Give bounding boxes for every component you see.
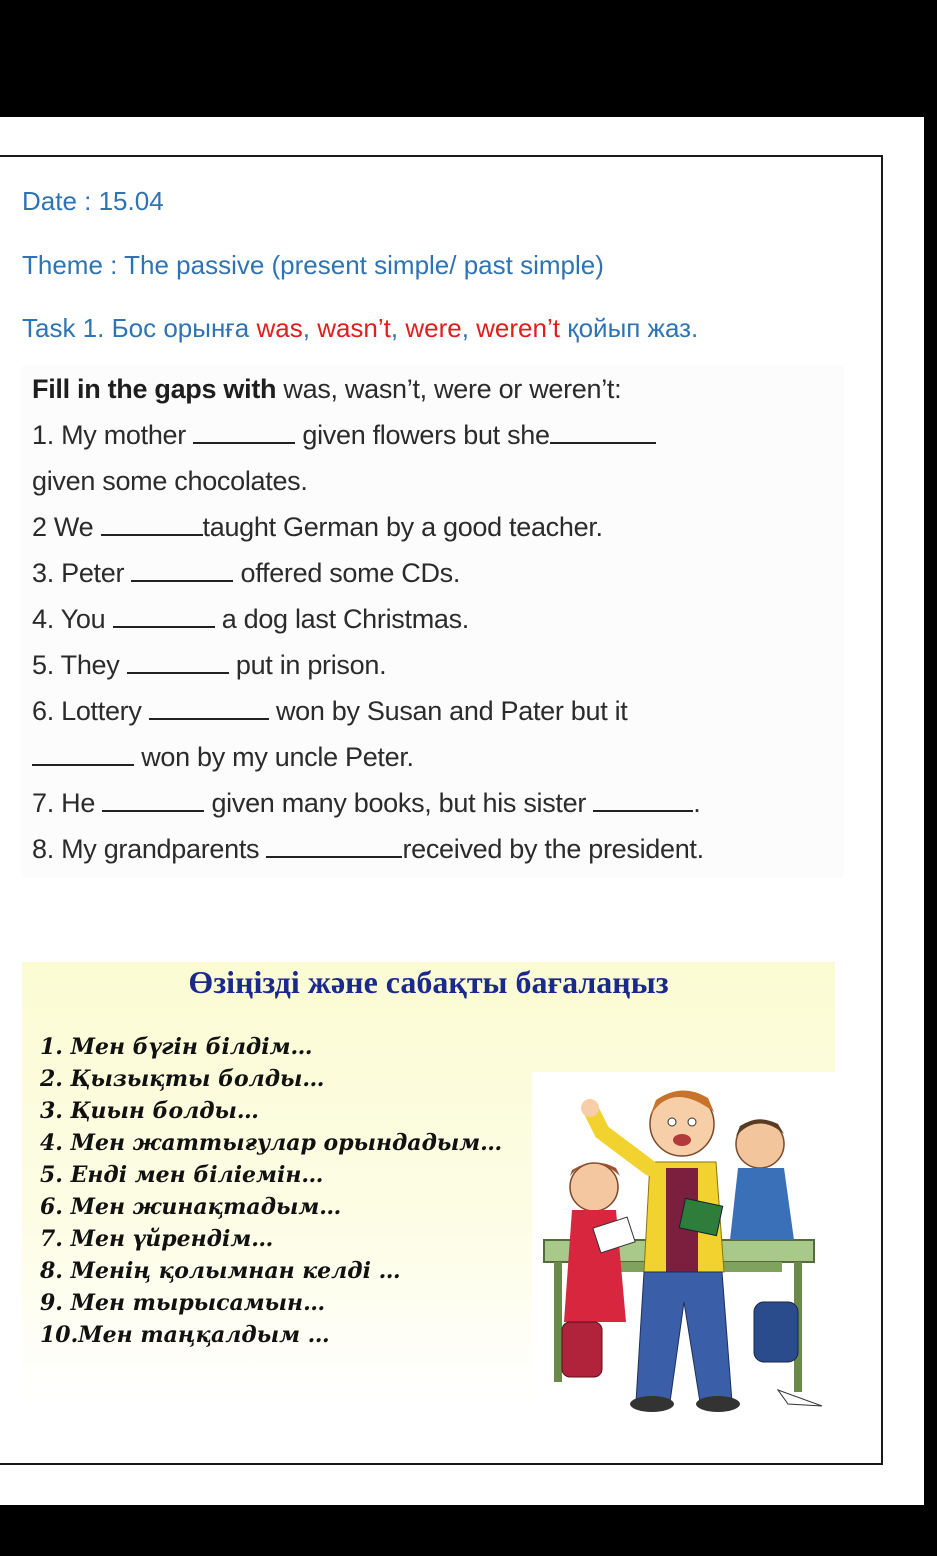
answer-gap xyxy=(266,836,402,858)
exercise-box xyxy=(22,366,844,878)
answer-gap xyxy=(550,422,656,444)
sentence-3 xyxy=(32,558,460,589)
task-comma: , xyxy=(461,313,477,343)
bag xyxy=(562,1322,602,1377)
sentence-text: 8. My grandparents xyxy=(32,834,267,864)
instruction-rest: was, wasn’t, were or weren’t: xyxy=(276,374,622,404)
boy-shoe xyxy=(696,1396,740,1412)
boy-raised-arm xyxy=(592,1112,650,1168)
sentence-text: won by Susan and Pater but it xyxy=(268,696,628,726)
assessment-item: 4. Мен жаттығулар орындадым… xyxy=(40,1130,503,1156)
sentence-text: received by the president. xyxy=(402,834,704,864)
assessment-item: 6. Мен жинақтадым… xyxy=(40,1194,342,1220)
instruction-bold: Fill in the gaps with xyxy=(32,374,277,404)
assessment-item: 1. Мен бүгін білдім… xyxy=(40,1034,313,1060)
task-comma: , xyxy=(390,313,406,343)
boy-shoe xyxy=(630,1396,674,1412)
assessment-item: 2. Қызықты болды… xyxy=(40,1066,325,1092)
assessment-item: 8. Менің қолымнан келді … xyxy=(40,1258,401,1284)
sentence-text: 7. He xyxy=(32,788,103,818)
sentence-6-cont xyxy=(32,742,414,773)
answer-gap xyxy=(102,790,204,812)
assessment-item: 10.Мен таңқалдым … xyxy=(40,1322,330,1348)
assessment-item: 5. Енді мен біліемін… xyxy=(40,1162,324,1188)
boy-jeans xyxy=(636,1272,732,1402)
task-prefix: Task 1. Бос орынға xyxy=(22,313,257,343)
answer-gap xyxy=(131,560,233,582)
sentence-text: 1. My mother xyxy=(32,420,194,450)
answer-gap xyxy=(127,652,229,674)
girl-head xyxy=(570,1163,618,1211)
answer-gap xyxy=(101,514,203,536)
sentence-8 xyxy=(32,834,704,865)
assessment-title: Өзіңізді және сабақты бағалаңыз xyxy=(188,964,669,1000)
theme-line: Theme : The passive (present simple/ past simple) xyxy=(22,250,604,280)
task-line xyxy=(22,313,698,344)
sentence-text: won by my uncle Peter. xyxy=(134,742,414,772)
paper-plane xyxy=(778,1390,822,1406)
backpack xyxy=(754,1302,798,1362)
exercise-instruction xyxy=(32,374,621,405)
sentence-text: offered some CDs. xyxy=(233,558,461,588)
sentence-1-cont: given some chocolates. xyxy=(32,466,308,496)
sentence-text: 3. Peter xyxy=(32,558,132,588)
sentence-text: taught German by a good teacher. xyxy=(202,512,603,542)
answer-gap xyxy=(149,698,269,720)
sentence-text: put in prison. xyxy=(228,650,387,680)
assessment-item: 7. Мен үйрендім… xyxy=(40,1226,274,1252)
task-suffix: қойып жаз. xyxy=(559,313,699,343)
sentence-4 xyxy=(32,604,469,635)
sentence-text: 2 We xyxy=(32,512,101,542)
task-word-werent: weren’t xyxy=(476,313,560,343)
cartoon-kids-image xyxy=(532,1072,835,1417)
boy-eye xyxy=(688,1118,696,1126)
sentence-text: 4. You xyxy=(32,604,113,634)
sentence-text: 6. Lottery xyxy=(32,696,149,726)
sentence-5 xyxy=(32,650,386,681)
task-word-were: were xyxy=(405,313,462,343)
sentence-2 xyxy=(32,512,603,543)
task-word-wasnt: wasn’t xyxy=(317,313,391,343)
answer-gap xyxy=(593,790,693,812)
sentence-text: . xyxy=(693,788,701,818)
sentence-text: given flowers but she xyxy=(295,420,550,450)
sentence-text: given many books, but his sister xyxy=(204,788,594,818)
date-line: Date : 15.04 xyxy=(22,186,164,216)
assessment-item: 3. Қиын болды… xyxy=(40,1098,259,1124)
sentence-6 xyxy=(32,696,628,727)
desk-leg xyxy=(554,1262,562,1382)
answer-gap xyxy=(113,606,215,628)
sentence-text: 5. They xyxy=(32,650,127,680)
second-boy-shirt xyxy=(730,1168,794,1240)
boy-hand xyxy=(581,1099,599,1117)
boy-eye xyxy=(668,1118,676,1126)
answer-gap xyxy=(32,744,134,766)
task-comma: , xyxy=(302,313,318,343)
answer-gap xyxy=(193,422,295,444)
sentence-7 xyxy=(32,788,700,819)
sentence-text: a dog last Christmas. xyxy=(214,604,470,634)
boy-mouth xyxy=(673,1134,691,1146)
schoolchildren-illustration xyxy=(532,1072,835,1417)
assessment-item: 9. Мен тырысамын… xyxy=(40,1290,326,1316)
sentence-1 xyxy=(32,420,656,451)
task-word-was: was xyxy=(256,313,303,343)
